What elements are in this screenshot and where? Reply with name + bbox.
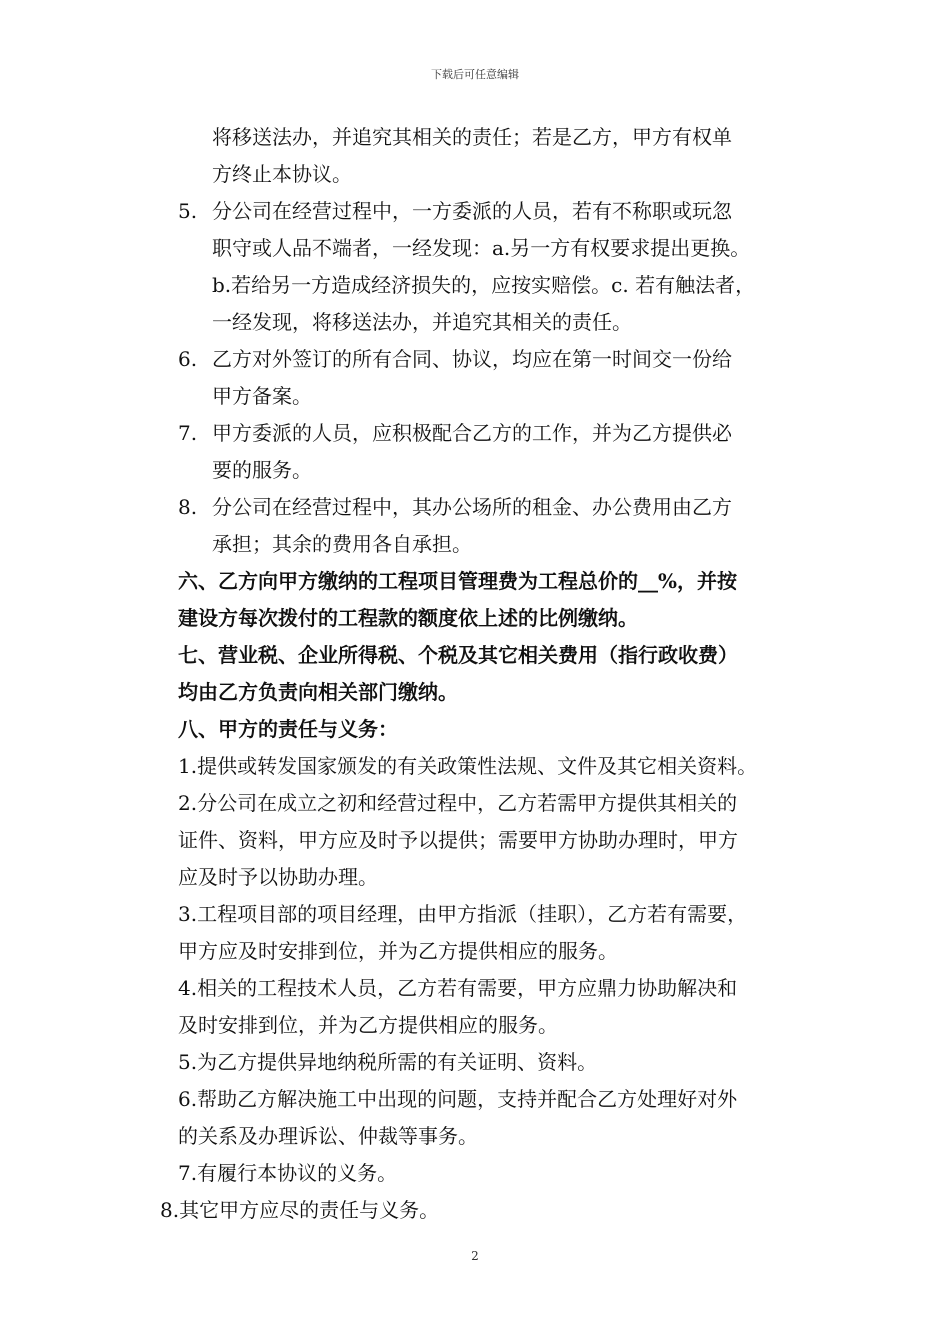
page-number: 2 — [471, 1249, 479, 1263]
body-line: 一经发现，将移送法办，并追究其相关的责任。 — [212, 310, 632, 334]
page-header: 下载后可任意编辑 — [431, 68, 519, 81]
body-line: 8.其它甲方应尽的责任与义务。 — [160, 1198, 440, 1222]
section-heading: 均由乙方负责向相关部门缴纳。 — [178, 680, 458, 704]
body-line: 职守或人品不端者，一经发现：a.另一方有权要求提出更换。 — [212, 236, 751, 260]
section-heading: 七、营业税、企业所得税、个税及其它相关费用（指行政收费） — [178, 643, 738, 667]
body-line: 甲方委派的人员，应积极配合乙方的工作，并为乙方提供必 — [212, 421, 732, 445]
body-line: 及时安排到位，并为乙方提供相应的服务。 — [178, 1013, 558, 1037]
body-line: 3.工程项目部的项目经理，由甲方指派（挂职），乙方若有需要， — [178, 902, 748, 926]
body-line: 甲方应及时安排到位，并为乙方提供相应的服务。 — [178, 939, 618, 963]
section-heading: 建设方每次拨付的工程款的额度依上述的比例缴纳。 — [178, 606, 638, 630]
list-number: 5. — [178, 199, 198, 223]
body-line: 证件、资料，甲方应及时予以提供；需要甲方协助办理时，甲方 — [178, 828, 738, 852]
body-line: 分公司在经营过程中，其办公场所的租金、办公费用由乙方 — [212, 495, 732, 519]
body-line: 乙方对外签订的所有合同、协议，均应在第一时间交一份给 — [212, 347, 732, 371]
body-line: 方终止本协议。 — [212, 162, 352, 186]
list-number: 8. — [178, 495, 198, 519]
body-line: 6.帮助乙方解决施工中出现的问题，支持并配合乙方处理好对外 — [178, 1087, 738, 1111]
section-heading: 六、乙方向甲方缴纳的工程项目管理费为工程总价的__%，并按 — [178, 569, 738, 593]
body-line: 要的服务。 — [212, 458, 312, 482]
body-line: 分公司在经营过程中，一方委派的人员，若有不称职或玩忽 — [212, 199, 732, 223]
section-heading: 八、甲方的责任与义务： — [178, 717, 398, 741]
body-line: 将移送法办，并追究其相关的责任；若是乙方，甲方有权单 — [212, 125, 732, 149]
body-line: 的关系及办理诉讼、仲裁等事务。 — [178, 1124, 478, 1148]
body-line: 2.分公司在成立之初和经营过程中，乙方若需甲方提供其相关的 — [178, 791, 738, 815]
body-line: 应及时予以协助办理。 — [178, 865, 378, 889]
body-line: 4.相关的工程技术人员，乙方若有需要，甲方应鼎力协助解决和 — [178, 976, 738, 1000]
body-line: 5.为乙方提供异地纳税所需的有关证明、资料。 — [178, 1050, 598, 1074]
list-number: 6. — [178, 347, 198, 371]
body-line: 甲方备案。 — [212, 384, 312, 408]
body-line: 承担；其余的费用各自承担。 — [212, 532, 472, 556]
list-number: 7. — [178, 421, 198, 445]
body-line: b.若给另一方造成经济损失的，应按实赔偿。c. 若有触法者， — [212, 273, 756, 297]
body-line: 7.有履行本协议的义务。 — [178, 1161, 398, 1185]
body-line: 1.提供或转发国家颁发的有关政策性法规、文件及其它相关资料。 — [178, 754, 758, 778]
